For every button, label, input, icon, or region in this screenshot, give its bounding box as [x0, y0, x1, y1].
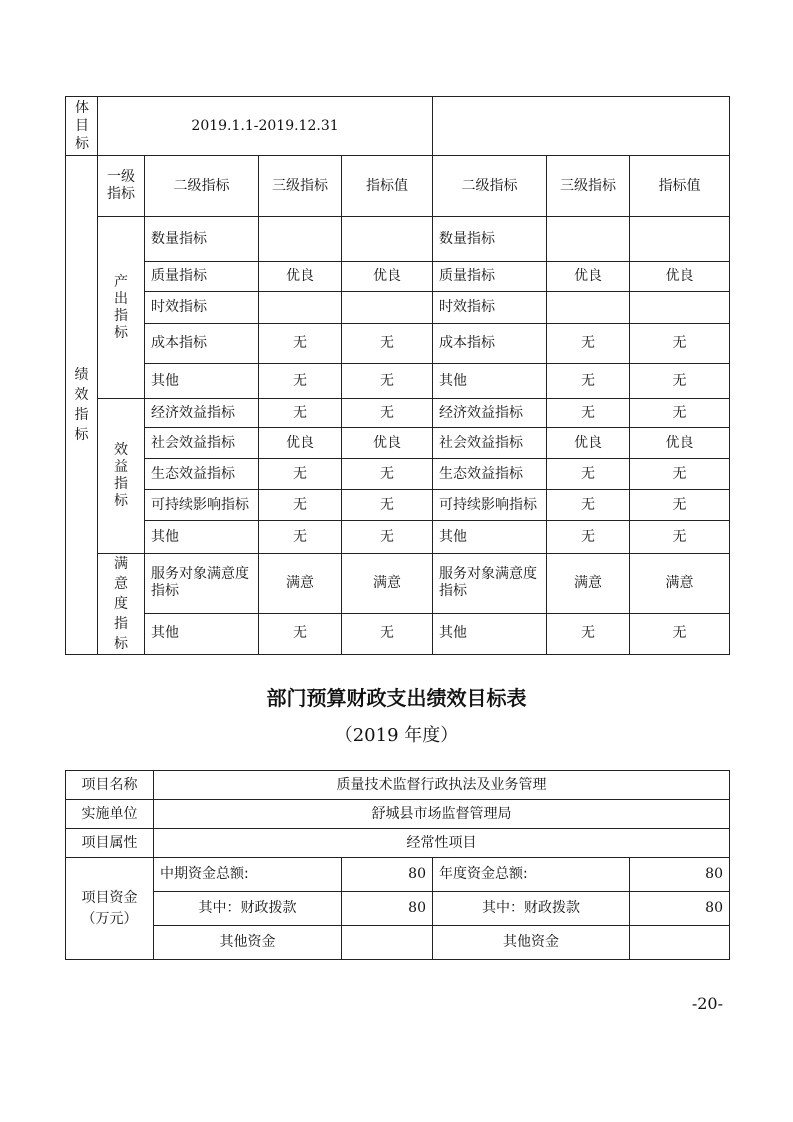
- row-level3: 无: [259, 459, 342, 490]
- row-level3: [259, 292, 342, 324]
- row-value: 优良: [342, 428, 433, 459]
- row-level3: 无: [259, 613, 342, 654]
- row-value-b: 满意: [630, 554, 730, 614]
- table-row: [66, 292, 730, 324]
- row-value-b: 无: [630, 613, 730, 654]
- row-value-b: [630, 217, 730, 262]
- page-title: 部门预算财政支出绩效目标表: [266, 686, 527, 710]
- period-cell: 2019.1.1-2019.12.31: [98, 97, 433, 156]
- row-level3: 无: [259, 521, 342, 554]
- row-level3: 满意: [259, 554, 342, 614]
- row-level3: [259, 217, 342, 262]
- row-name: 服务对象满意度指标: [145, 554, 259, 614]
- row-value: 无: [342, 399, 433, 428]
- year-fin-label: 其中：财政拨款: [433, 892, 630, 926]
- header-level2: 二级指标: [145, 156, 259, 217]
- row-value-b: 无: [630, 459, 730, 490]
- row-name-b: 可持续影响指标: [433, 490, 547, 521]
- table-row: [66, 262, 730, 292]
- row-value: 优良: [342, 262, 433, 292]
- table-row: [66, 490, 730, 521]
- table-row: [66, 459, 730, 490]
- row-level3-b: 优良: [547, 262, 630, 292]
- table-row: [66, 428, 730, 459]
- row-value-b: 优良: [630, 262, 730, 292]
- unit-value: 舒城县市场监督管理局: [154, 800, 730, 829]
- table-row: [66, 399, 730, 428]
- year-other-label: 其他资金: [433, 926, 630, 960]
- row-name: 质量指标: [145, 262, 259, 292]
- mid-other-value: [342, 926, 433, 960]
- mid-other-label: 其他资金: [154, 926, 342, 960]
- row-name: 可持续影响指标: [145, 490, 259, 521]
- row-value: 无: [342, 364, 433, 399]
- header-level2-b: 二级指标: [433, 156, 547, 217]
- unit-label: 实施单位: [66, 800, 154, 829]
- row-value-b: 无: [630, 324, 730, 364]
- row-value-b: 无: [630, 490, 730, 521]
- row-level3: 优良: [259, 428, 342, 459]
- row-level3-b: 无: [547, 459, 630, 490]
- group-label-output: 产出指标: [98, 217, 145, 399]
- row-name-b: 其他: [433, 613, 547, 654]
- row-level3-b: [547, 217, 630, 262]
- row-name: 其他: [145, 521, 259, 554]
- table-row: [66, 217, 730, 262]
- year-total-label: 年度资金总额:: [433, 858, 630, 892]
- section-label-indicators: 绩效指标: [66, 156, 98, 655]
- year-total-value: 80: [630, 858, 730, 892]
- page-subtitle-year: （2019 年度）: [334, 725, 459, 746]
- row-value: 无: [342, 490, 433, 521]
- row-name-b: 时效指标: [433, 292, 547, 324]
- row-level3: 无: [259, 324, 342, 364]
- project-funds-table: [65, 770, 730, 960]
- row-name: 经济效益指标: [145, 399, 259, 428]
- row-name-b: 社会效益指标: [433, 428, 547, 459]
- row-level3-b: 无: [547, 490, 630, 521]
- row-level3-b: 无: [547, 364, 630, 399]
- group-label-satisfaction: 满意度指标: [98, 554, 145, 655]
- group-label-benefit: 效益指标: [98, 399, 145, 554]
- row-value: [342, 217, 433, 262]
- row-level3: 无: [259, 490, 342, 521]
- row-name-b: 经济效益指标: [433, 399, 547, 428]
- header-level1: 一级指标: [98, 156, 145, 217]
- attr-value: 经常性项目: [154, 829, 730, 858]
- row-value-b: 无: [630, 364, 730, 399]
- table-row: [66, 613, 730, 654]
- row-name: 其他: [145, 364, 259, 399]
- page-number: -20-: [691, 994, 723, 1013]
- year-other-value: [630, 926, 730, 960]
- table-row: [66, 364, 730, 399]
- row-level3-b: 满意: [547, 554, 630, 614]
- row-value-b: 无: [630, 399, 730, 428]
- row-level3-b: 无: [547, 324, 630, 364]
- section-label-target: 体目标: [66, 97, 98, 156]
- table-row: [66, 554, 730, 614]
- period-cell-b: [433, 97, 730, 156]
- header-value-b: 指标值: [630, 156, 730, 217]
- attr-label: 项目属性: [66, 829, 154, 858]
- mid-total-label: 中期资金总额:: [154, 858, 342, 892]
- table-row: [66, 324, 730, 364]
- row-level3-b: 无: [547, 613, 630, 654]
- header-level3: 三级指标: [259, 156, 342, 217]
- row-level3-b: 优良: [547, 428, 630, 459]
- row-name: 时效指标: [145, 292, 259, 324]
- row-name: 其他: [145, 613, 259, 654]
- row-name-b: 成本指标: [433, 324, 547, 364]
- row-value: 无: [342, 613, 433, 654]
- mid-total-value: 80: [342, 858, 433, 892]
- row-value: 无: [342, 324, 433, 364]
- row-value-b: 无: [630, 521, 730, 554]
- row-name-b: 服务对象满意度指标: [433, 554, 547, 614]
- row-name: 生态效益指标: [145, 459, 259, 490]
- row-name-b: 质量指标: [433, 262, 547, 292]
- header-value: 指标值: [342, 156, 433, 217]
- row-name-b: 其他: [433, 364, 547, 399]
- row-level3-b: 无: [547, 399, 630, 428]
- mid-fin-value: 80: [342, 892, 433, 926]
- row-name-b: 其他: [433, 521, 547, 554]
- row-name: 数量指标: [145, 217, 259, 262]
- performance-indicator-table: [65, 96, 730, 655]
- row-value: 满意: [342, 554, 433, 614]
- row-level3: 优良: [259, 262, 342, 292]
- row-value: [342, 292, 433, 324]
- row-name-b: 生态效益指标: [433, 459, 547, 490]
- row-level3: 无: [259, 364, 342, 399]
- funds-label: 项目资金（万元）: [66, 858, 154, 960]
- header-level3-b: 三级指标: [547, 156, 630, 217]
- row-value: 无: [342, 521, 433, 554]
- row-value: 无: [342, 459, 433, 490]
- row-name: 成本指标: [145, 324, 259, 364]
- row-name: 社会效益指标: [145, 428, 259, 459]
- mid-fin-label: 其中：财政拨款: [154, 892, 342, 926]
- row-level3-b: 无: [547, 521, 630, 554]
- row-name-b: 数量指标: [433, 217, 547, 262]
- row-level3-b: [547, 292, 630, 324]
- year-fin-value: 80: [630, 892, 730, 926]
- row-value-b: [630, 292, 730, 324]
- table-row: [66, 521, 730, 554]
- project-name-value: 质量技术监督行政执法及业务管理: [154, 771, 730, 800]
- project-name-label: 项目名称: [66, 771, 154, 800]
- row-level3: 无: [259, 399, 342, 428]
- row-value-b: 优良: [630, 428, 730, 459]
